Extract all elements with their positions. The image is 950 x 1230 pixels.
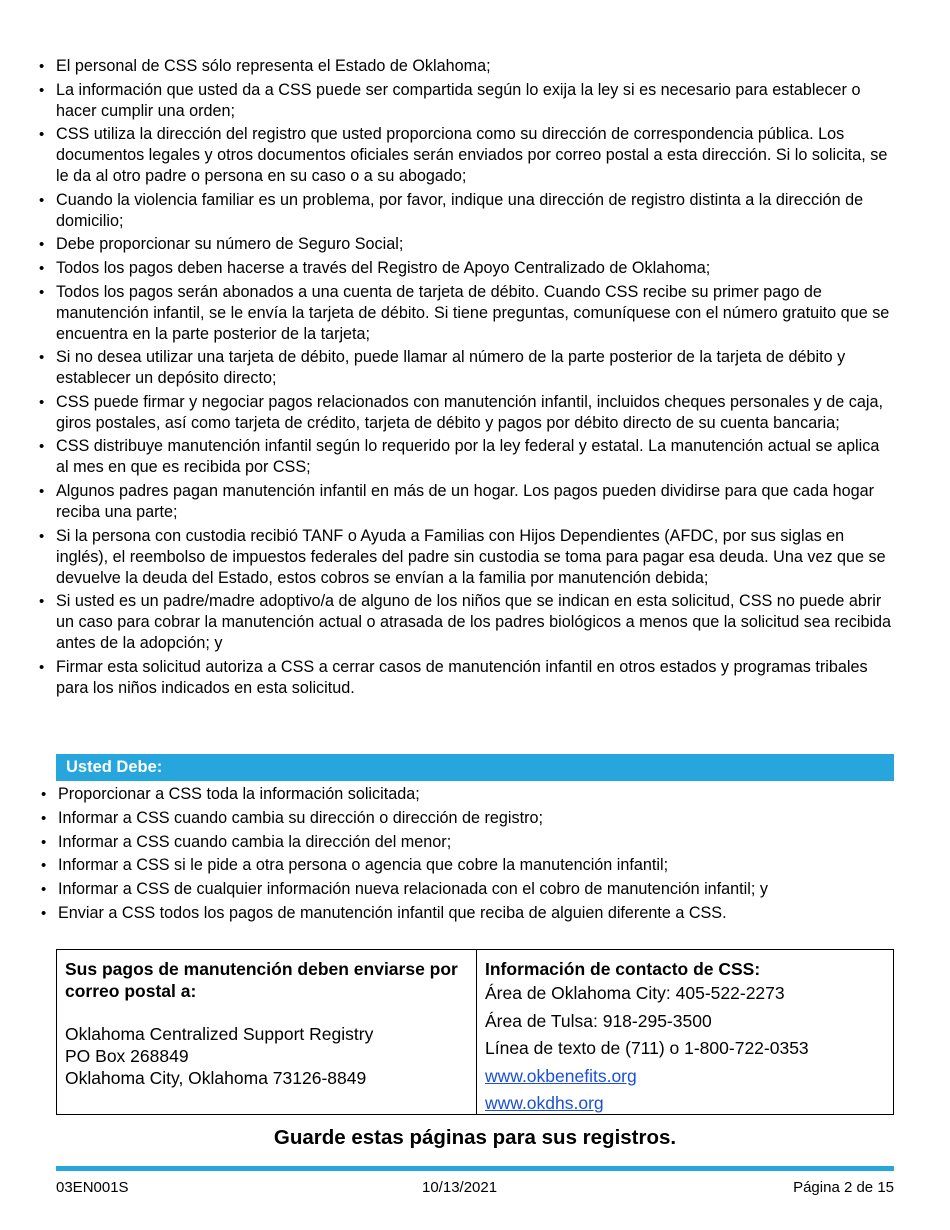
list-item: • Si la persona con custodia recibió TANF o Ayuda a Familias con Hijos Dependientes (AFDC, por sus siglas en inglés), el reembolso de impuestos federales del padre sin custodia se toma para pagar esa deuda. Una vez que se devuelve la deuda del Estado, estos cobros se envían a la familia por manutención debida; xyxy=(56,526,896,589)
form-date: 10/13/2021 xyxy=(422,1179,498,1196)
list-item: • Firmar esta solicitud autoriza a CSS a cerrar casos de manutención infantil en otros estados y programas tribales para los niños indicados en esta solicitud. xyxy=(56,657,896,699)
list-item: • El personal de CSS sólo representa el Estado de Oklahoma; xyxy=(56,56,896,77)
address-line: PO Box 268849 xyxy=(65,1046,189,1066)
okbenefits-link[interactable]: www.okbenefits.org xyxy=(485,1065,637,1086)
page-footer xyxy=(56,1178,894,1198)
contact-table xyxy=(56,949,894,1115)
list-item: • Todos los pagos serán abonados a una cuenta de tarjeta de débito. Cuando CSS recibe su primer pago de manutención infantil, se le envía la tarjeta de débito. Si tiene preguntas, comuníquese con el número gratuito que se encuentra en la parte posterior de la tarjeta; xyxy=(56,282,896,345)
mailing-address xyxy=(65,1023,468,1089)
contact-info-cell xyxy=(477,950,893,1114)
list-item: • Informar a CSS de cualquier información nueva relacionada con el cobro de manutención infantil; y xyxy=(58,879,838,900)
list-item: • Debe proporcionar su número de Seguro Social; xyxy=(56,234,896,255)
payment-address-cell xyxy=(57,950,477,1114)
list-item: • Informar a CSS cuando cambia la dirección del menor; xyxy=(58,832,838,853)
list-item: • La información que usted da a CSS puede ser compartida según lo exija la ley si es necesario para establecer o hacer cumplir una orden; xyxy=(56,80,896,122)
save-pages-note: Guarde estas páginas para sus registros. xyxy=(273,1126,677,1149)
list-item: • CSS distribuye manutención infantil según lo requerido por la ley federal y estatal. La manutención actual se aplica al mes en que es recibida por CSS; xyxy=(56,436,896,478)
list-item: • Informar a CSS cuando cambia su dirección o dirección de registro; xyxy=(58,808,838,829)
page-number: Página 2 de 15 xyxy=(793,1179,894,1196)
okdhs-link[interactable]: www.okdhs.org xyxy=(485,1093,604,1113)
footer-divider xyxy=(56,1166,894,1171)
list-item: • Proporcionar a CSS toda la información solicitada; xyxy=(58,784,838,805)
list-item: • Enviar a CSS todos los pagos de manutención infantil que reciba de alguien diferente a CSS. xyxy=(58,903,838,924)
form-code: 03EN001S xyxy=(56,1179,129,1196)
list-item: • CSS puede firmar y negociar pagos relacionados con manutención infantil, incluidos cheques personales y de caja, giros postales, así como tarjeta de crédito, tarjeta de débito y pagos por débito directo de su cuenta bancaria; xyxy=(56,392,896,434)
list-item: • Informar a CSS si le pide a otra persona o agencia que cobre la manutención infantil; xyxy=(58,855,838,876)
list-item: • Si no desea utilizar una tarjeta de débito, puede llamar al número de la parte posterior de la tarjeta de débito y establecer un depósito directo; xyxy=(56,347,896,389)
list-item: • Cuando la violencia familiar es un problema, por favor, indique una dirección de registro distinta a la dirección de domicilio; xyxy=(56,190,896,232)
section-header-usted-debe: Usted Debe: xyxy=(56,754,894,781)
must-list xyxy=(58,784,838,927)
okc-phone: Área de Oklahoma City: 405-522-2273 xyxy=(485,983,785,1003)
list-item: • Algunos padres pagan manutención infantil en más de un hogar. Los pagos pueden dividirse para que cada hogar reciba una parte; xyxy=(56,481,896,523)
address-line: Oklahoma City, Oklahoma 73126-8849 xyxy=(65,1068,367,1088)
text-line-phone: Línea de texto de (711) o 1-800-722-0353 xyxy=(485,1038,809,1058)
tulsa-phone: Área de Tulsa: 918-295-3500 xyxy=(485,1010,712,1031)
contact-info-title: Información de contacto de CSS: xyxy=(485,959,761,979)
requirements-list xyxy=(56,56,896,701)
list-item: • Si usted es un padre/madre adoptivo/a de alguno de los niños que se indican en esta solicitud, CSS no puede abrir un caso para cobrar la manutención actual o atrasada de los padres biológicos a menos que la solicitud sea recibida antes de la adopción; y xyxy=(56,591,896,654)
address-line: Oklahoma Centralized Support Registry xyxy=(65,1024,374,1044)
payment-address-title: Sus pagos de manutención deben enviarse por correo postal a: xyxy=(65,959,458,1001)
list-item: • Todos los pagos deben hacerse a través del Registro de Apoyo Centralizado de Oklahoma; xyxy=(56,258,896,279)
list-item: • CSS utiliza la dirección del registro que usted proporciona como su dirección de correspondencia pública. Los documentos legales y otros documentos oficiales serán enviados por correo postal a esta dirección. Si lo solicita, se le da al otro padre o persona en su caso o a su abogado; xyxy=(56,124,896,187)
